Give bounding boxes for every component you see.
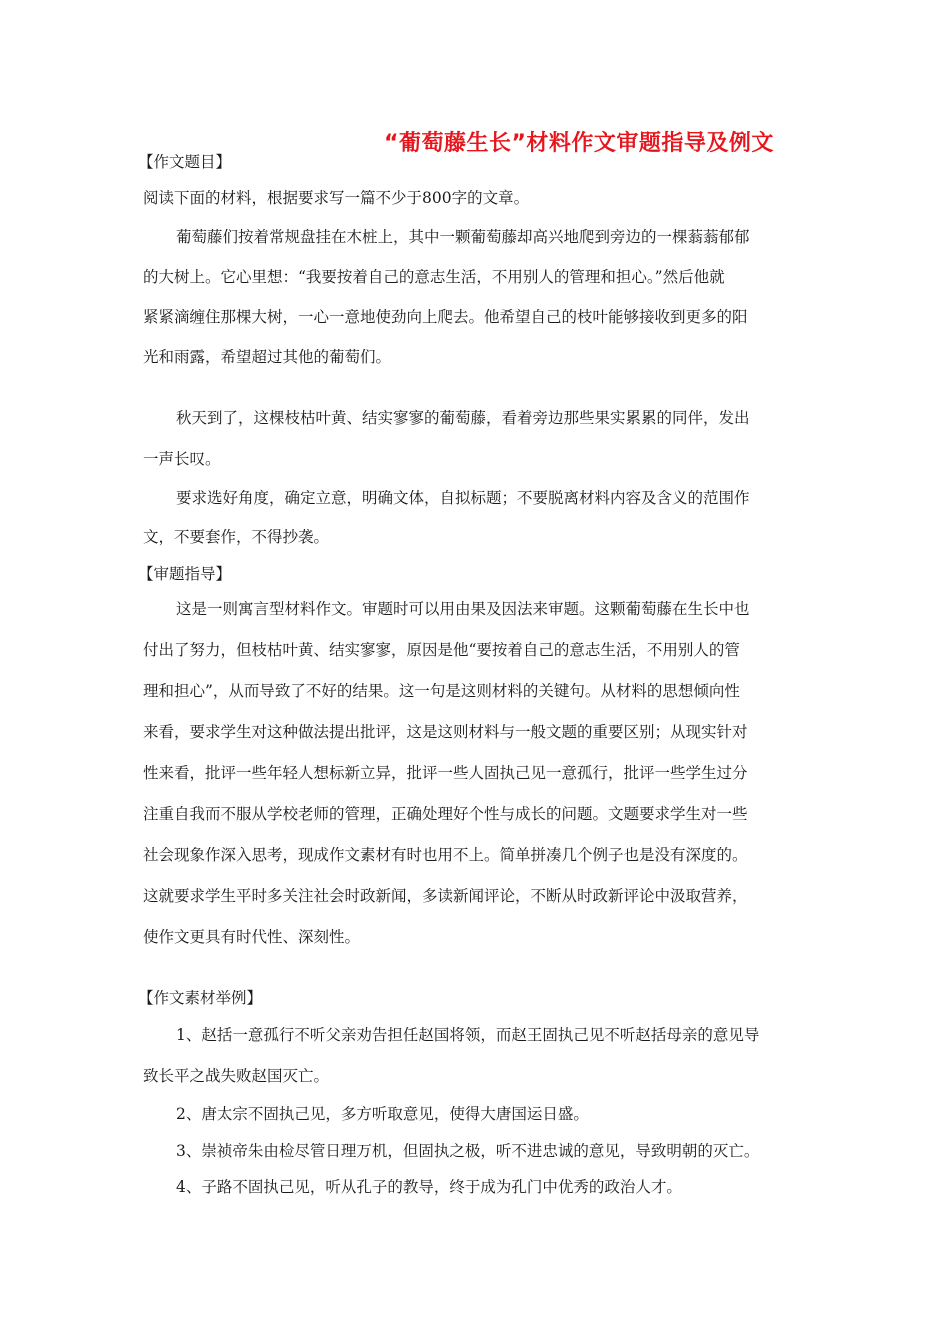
requirement-line: 文，不要套作，不得抄袭。: [143, 528, 330, 546]
guidance-line: 来看，要求学生对这种做法提出批评，这是这则材料与一般文题的重要区别；从现实针对: [143, 723, 748, 741]
material-line: 光和雨露，希望超过其他的葡萄们。: [143, 348, 392, 366]
instruction-text: 阅读下面的材料，根据要求写一篇不少于800字的文章。: [143, 189, 530, 207]
section-heading-topic: 【作文题目】: [138, 153, 232, 171]
guidance-line: 性来看，批评一些年轻人想标新立异，批评一些人固执己见一意孤行，批评一些学生过分: [143, 764, 748, 782]
material-line: 的大树上。它心里想：“我要按着自己的意志生活，不用别人的管理和担心。”然后他就: [143, 268, 725, 286]
document-title: “葡萄藤生长”材料作文审题指导及例文: [384, 131, 774, 156]
guidance-line: 付出了努力，但枝枯叶黄、结实寥寥，原因是他“要按着自己的意志生活，不用别人的管: [143, 641, 740, 659]
guidance-line: 这是一则寓言型材料作文。审题时可以用由果及因法来审题。这颗葡萄藤在生长中也: [176, 600, 750, 618]
guidance-line: 注重自我而不服从学校老师的管理，正确处理好个性与成长的问题。文题要求学生对一些: [143, 805, 748, 823]
example-item: 3、崇祯帝朱由检尽管日理万机，但固执之极，听不进忠诚的意见，导致明朝的灭亡。: [176, 1142, 760, 1160]
section-heading-guidance: 【审题指导】: [138, 565, 232, 583]
guidance-line: 理和担心”，从而导致了不好的结果。这一句是这则材料的关键句。从材料的思想倾向性: [143, 682, 740, 700]
example-item: 1、赵括一意孤行不听父亲劝告担任赵国将领，而赵王固执己见不听赵括母亲的意见导: [176, 1026, 760, 1044]
material-line: 一声长叹。: [143, 450, 221, 468]
material-line: 紧紧滴缠住那棵大树，一心一意地使劲向上爬去。他希望自己的枝叶能够接收到更多的阳: [143, 308, 748, 326]
section-heading-examples: 【作文素材举例】: [138, 989, 263, 1007]
guidance-line: 使作文更具有时代性、深刻性。: [143, 928, 361, 946]
material-line: 葡萄藤们按着常规盘挂在木桩上，其中一颗葡萄藤却高兴地爬到旁边的一棵蓊蓊郁郁: [176, 228, 750, 246]
material-line: 秋天到了，这棵枝枯叶黄、结实寥寥的葡萄藤，看着旁边那些果实累累的同伴，发出: [176, 409, 750, 427]
example-item: 致长平之战失败赵国灭亡。: [143, 1067, 330, 1085]
guidance-line: 社会现象作深入思考，现成作文素材有时也用不上。简单拼凑几个例子也是没有深度的。: [143, 846, 748, 864]
example-item: 2、唐太宗不固执己见，多方听取意见，使得大唐国运日盛。: [176, 1105, 589, 1123]
guidance-line: 这就要求学生平时多关注社会时政新闻，多读新闻评论，不断从时政新评论中汲取营养，: [143, 887, 748, 905]
example-item: 4、子路不固执己见，听从孔子的教导，终于成为孔门中优秀的政治人才。: [176, 1178, 682, 1196]
requirement-line: 要求选好角度，确定立意，明确文体，自拟标题；不要脱离材料内容及含义的范围作: [176, 489, 750, 507]
